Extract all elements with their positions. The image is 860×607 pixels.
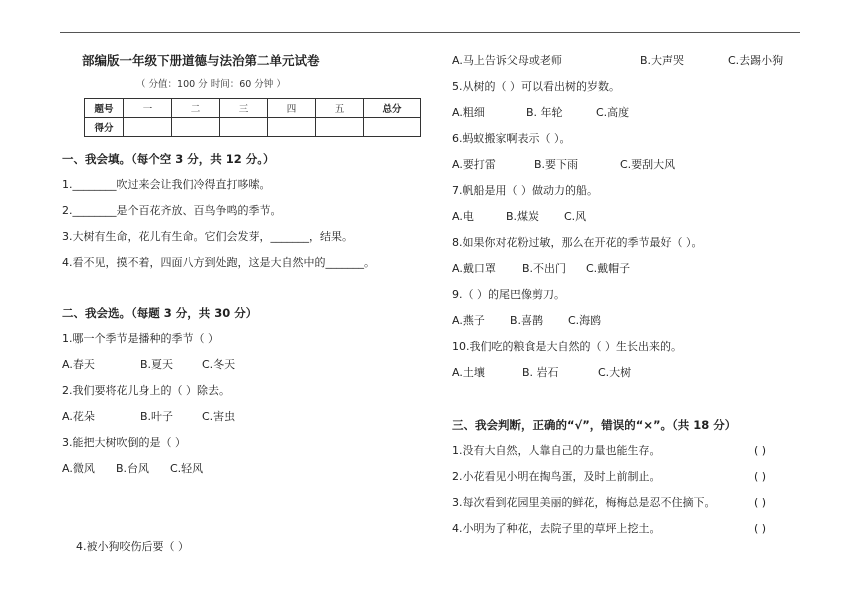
fill-question: 1.________吹过来会让我们冷得直打哆嗦。 [62,178,271,191]
choice-option: C.害虫 [202,410,236,423]
choice-question-stem: 10.我们吃的粮食是大自然的（ ）生长出来的。 [452,340,682,353]
choice-option: A.燕子 [452,314,485,327]
choice-option: B.夏天 [140,358,174,371]
choice-option: A.土壤 [452,366,485,379]
judge-question: 3.每次看到花园里美丽的鲜花，梅梅总是忍不住摘下。 [452,496,716,509]
judge-answer-blank[interactable]: ( ) [754,444,767,457]
top-rule [60,32,800,33]
choice-option: A.戴口罩 [452,262,496,275]
choice-option: C.高度 [596,106,630,119]
fill-question: 4.看不见，摸不着，四面八方到处跑，这是大自然中的_______。 [62,256,375,269]
choice-option: B.不出门 [522,262,567,275]
choice-option: C.冬天 [202,358,236,371]
choice-option: C.海鸥 [568,314,602,327]
section1-title: 一、我会填。（每个空 3 分，共 12 分。） [62,152,275,166]
choice-question-stem: 2.我们要将花儿身上的（ ）除去。 [62,384,230,397]
choice-option: B. 岩石 [522,366,559,379]
choice-option: B.喜鹊 [510,314,544,327]
choice-option: C.戴帽子 [586,262,631,275]
judge-question: 4.小明为了种花，去院子里的草坪上挖土。 [452,522,661,535]
score-header-cell: 二 [172,99,220,118]
choice-question-stem: 1.哪一个季节是播种的季节（ ） [62,332,219,345]
choice-option: C.轻风 [170,462,204,475]
choice-option: B.要下雨 [534,158,579,171]
choice-option: C.去踢小狗 [728,54,784,67]
page-title: 部编版一年级下册道德与法治第二单元试卷 [82,53,320,68]
score-table [84,98,421,137]
choice-option: C.风 [564,210,587,223]
choice-option: B.煤炭 [506,210,540,223]
score-header-cell: 总分 [364,99,421,118]
judge-question: 2.小花看见小明在掏鸟蛋，及时上前制止。 [452,470,661,483]
choice-option: C.大树 [598,366,632,379]
exam-meta: （ 分值：100 分 时间：60 分钟 ） [136,79,286,90]
judge-answer-blank[interactable]: ( ) [754,522,767,535]
choice-option: B. 年轮 [526,106,563,119]
fill-question: 2.________是个百花齐放、百鸟争鸣的季节。 [62,204,282,217]
choice-question-stem: 7.帆船是用（ ）做动力的船。 [452,184,598,197]
section3-title: 三、我会判断，正确的“√”，错误的“×”。（共 18 分） [452,418,737,432]
choice-option: A.花朵 [62,410,95,423]
score-header-cell: 四 [268,99,316,118]
choice-question-stem: 6.蚂蚁搬家啊表示（ ）。 [452,132,571,145]
score-cell[interactable] [172,118,220,137]
choice-option: C.要刮大风 [620,158,676,171]
choice-option: A.马上告诉父母或老师 [452,54,562,67]
choice-option: B.叶子 [140,410,174,423]
choice-option: A.微风 [62,462,95,475]
judge-answer-blank[interactable]: ( ) [754,470,767,483]
fill-question: 3.大树有生命，花儿有生命。它们会发芽，_______，结果。 [62,230,353,243]
choice-question-stem: 3.能把大树吹倒的是（ ） [62,436,186,449]
score-row-label: 得分 [85,118,124,137]
choice-question-stem: 5.从树的（ ）可以看出树的岁数。 [452,80,620,93]
choice-option: A.要打雷 [452,158,496,171]
choice-option: A.电 [452,210,474,223]
choice-option: A.粗细 [452,106,485,119]
score-table-header-row [85,99,421,118]
choice-question-stem: 8.如果你对花粉过敏，那么在开花的季节最好（ ）。 [452,236,703,249]
choice-option: B.台风 [116,462,150,475]
choice-question-stem: 4.被小狗咬伤后要（ ） [76,540,189,553]
choice-option: B.大声哭 [640,54,685,67]
score-cell[interactable] [124,118,172,137]
judge-answer-blank[interactable]: ( ) [754,496,767,509]
score-header-cell: 题号 [85,99,124,118]
judge-question: 1.没有大自然，人靠自己的力量也能生存。 [452,444,661,457]
score-header-cell: 三 [220,99,268,118]
section2-title: 二、我会选。（每题 3 分，共 30 分） [62,306,258,320]
score-header-cell: 五 [316,99,364,118]
score-cell[interactable] [220,118,268,137]
score-header-cell: 一 [124,99,172,118]
choice-option: A.春天 [62,358,95,371]
score-cell[interactable] [316,118,364,137]
score-cell[interactable] [268,118,316,137]
score-table-score-row [85,118,421,137]
choice-question-stem: 9.（ ）的尾巴像剪刀。 [452,288,565,301]
score-cell[interactable] [364,118,421,137]
